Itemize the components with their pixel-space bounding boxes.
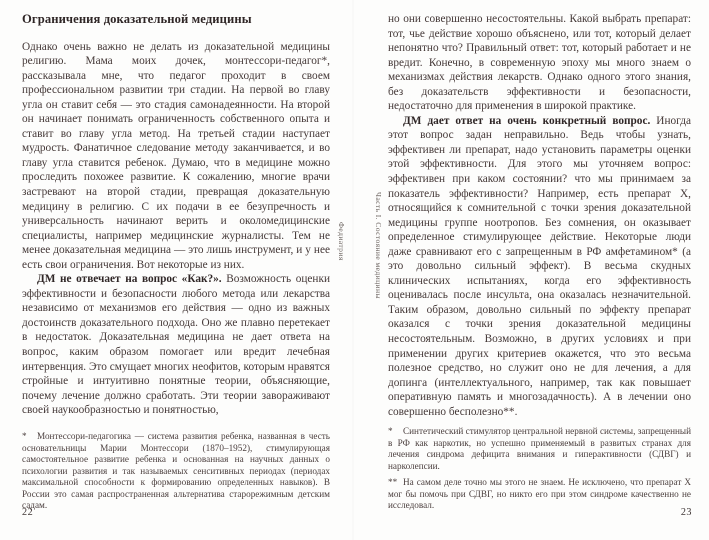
- footnote-marker: *: [388, 426, 393, 436]
- paragraph-lead: ДМ дает ответ на очень конкретный вопрос.: [403, 114, 651, 127]
- footnote-text: На самом деле точно мы этого не знаем. Не исключено, что препарат Х мог бы помочь при СДВГ, но никто его при этом синдроме качественно не исследовал.: [388, 477, 691, 511]
- margin-title-book: Федиатрия: [337, 222, 346, 261]
- right-page-number: 23: [680, 507, 692, 518]
- margin-title-part: Часть I. Состояние медицины: [374, 192, 383, 299]
- footnote: [388, 426, 691, 472]
- page-gutter: [352, 0, 354, 540]
- paragraph: [388, 114, 691, 419]
- left-page-text-block: [22, 12, 330, 418]
- footnote-marker: **: [388, 477, 398, 488]
- footnote-text: Монтессори-педагогика — система развития ребенка, названная в честь основательницы Марии Монтессори (1870–1952), стимулирующая самостоятельное развитие ребенка и основанная на научных данных о психологии развития и так называемых сенситивных периодах (периодах максимальной способности к формированию определенных навыков). В России это самая распространенная альтернатива старорежимным детским садам.: [22, 431, 330, 511]
- right-page-text-block: [388, 12, 691, 419]
- left-page-number: 22: [22, 507, 34, 518]
- paragraph-text: но они совершенно несостоятельны. Какой выбрать препарат: тот, чье действие хорошо объяснено, или тот, который делает непонятно что? Правильный ответ: тот, который работает и не вредит. Конечно, в современную эпоху мы много знаем о механизмах действия лекарств. Однако одного этого знания, без доказательств эффективности и безопасности, недостаточно для применения в широкой практике.: [388, 13, 691, 113]
- footnote: [22, 431, 330, 512]
- footnote: [388, 477, 691, 512]
- paragraph-text: Однако очень важно не делать из доказательной медицины религию. Мама моих дочек, монтессори-педагог*, рассказывала мне, что педагог проходит в своем профессиональном развитии три стадии. На первой во главу угла он ставит себя — это стадия самонадеянности. На второй он начинает понимать ограниченность собственного опыта и ставит во главу угла метод. На третьей стадии наступает мудрость. Фанатичное следование методу заканчивается, и во главу угла ставится ребенок. Думаю, что в медицине можно проследить похожее развитие. К сожалению, многие врачи застревают на второй стадии, превращая доказательную медицину в религию. С их подачи в ее безупречность и универсальность начинают верить и околомедицинские специалисты, например медицинские журналисты. Тем не менее доказательная медицина — это лишь инструмент, и у нее есть свои ограничения. Вот некоторые из них.: [22, 40, 330, 271]
- footnote-marker: *: [22, 431, 27, 441]
- paragraph: [22, 272, 330, 417]
- footnote-text: Синтетический стимулятор центральной нервной системы, запрещенный в РФ как наркотик, но успешно применяемый в развитых странах для лечения синдрома дефицита внимания и гиперактивности (СДВГ) и нарколепсии.: [388, 426, 691, 471]
- left-page-footnotes: [22, 431, 330, 517]
- section-heading: Ограничения доказательной медицины: [22, 12, 252, 26]
- paragraph: [388, 12, 691, 114]
- paragraph-text: Возможность оценки эффективности и безопасности любого метода или лекарства независимо от механизмов его действия — одно из важных достоинств доказательного подхода. Оно же плавно перетекает в недостаток. Доказательная медицина не дает ответа на вопрос, каким образом помогает или вредит лечебная интервенция. Это смущает многих неофитов, которым нравятся стройные и интуитивно понятные теории, объясняющие, почему лечение должно сработать. Эти теории завораживают своей наукообразностью и понятностью,: [22, 273, 330, 417]
- right-page-footnotes: [388, 426, 691, 517]
- paragraph: [22, 40, 330, 273]
- paragraph-lead: ДМ не отвечает на вопрос «Как?».: [37, 273, 222, 286]
- paragraph-text: Иногда этот вопрос задан неправильно. Ведь чтобы узнать, эффективен ли препарат, надо установить параметры оценки этой эффективности. Для этого мы уточняем вопрос: эффективен при каком состоянии? что мы принимаем за показатель эффективности? Например, есть препарат Х, относящийся к сомнительной с точки зрения доказательной медицины группе ноотропов. Без сомнения, он оказывает определенное стимулирующее действие. Некоторые люди даже сравнивают его с запрещенным в РФ амфетамином* (а это довольно сильный эффект). В весьма скудных клинических испытаниях, когда его эффективность оценивалась после инсульта, она оказалась незначительной. Таким образом, довольно сильный по эффекту препарат оказался с точки зрения доказательной медицины несостоятельным. Возможно, в других условиях и при применении других критериев окажется, что это весьма полезное средство, но служит оно не для лечения, а для допинга (интеллектуального, например, так как повышает оперативную память и многозадачность). А в лечении оно совершенно бесполезно**.: [388, 114, 691, 418]
